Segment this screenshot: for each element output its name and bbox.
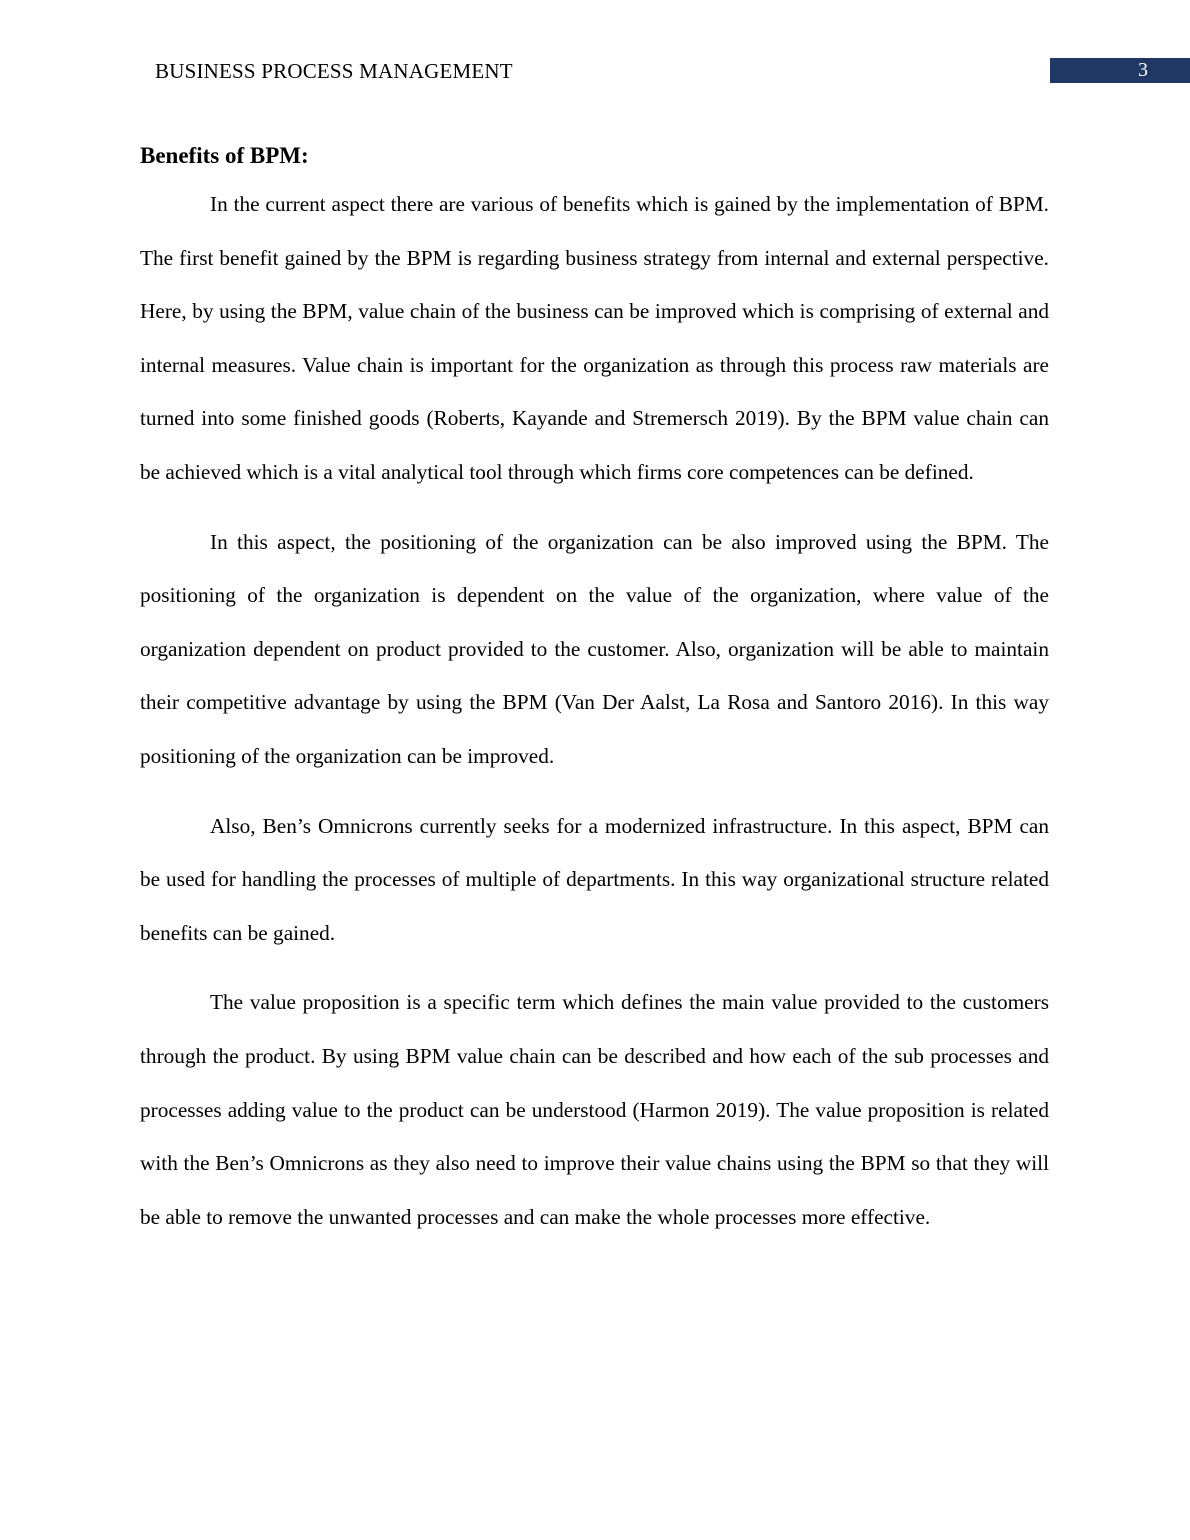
section-heading: Benefits of BPM: [140, 143, 309, 168]
paragraph-4: The value proposition is a specific term which defines the main value provided to the customers through the product. By using BPM value chain can be described and how each of the sub processes and processes adding value to the product can be understood (Harmon 2019). The value proposition is related with the Ben’s Omnicrons as they also need to improve their value chains using the BPM so that they will be able to remove the unwanted processes and can make the whole processes more effective. [140, 990, 1049, 1229]
paragraph-3: Also, Ben’s Omnicrons currently seeks for a modernized infrastructure. In this aspect, BPM can be used for handling the processes of multiple of departments. In this way organizational structure related benefits can be gained. [140, 813, 1049, 945]
running-header-title: BUSINESS PROCESS MANAGEMENT [155, 59, 513, 83]
paragraph-1: In the current aspect there are various of benefits which is gained by the implementation of BPM. The first benefit gained by the BPM is regarding business strategy from internal and external perspective. Here, by using the BPM, value chain of the business can be improved which is comprising of external and internal measures. Value chain is important for the organization as through this process raw materials are turned into some finished goods (Roberts, Kayande and Stremersch 2019). By the BPM value chain can be achieved which is a vital analytical tool through which firms core competences can be defined. [140, 192, 1049, 484]
document-body [140, 138, 1049, 1260]
paragraph-2: In this aspect, the positioning of the organization can be also improved using the BPM. The positioning of the organization is dependent on the value of the organization, where value of the organization dependent on product provided to the customer. Also, organization will be able to maintain their competitive advantage by using the BPM (Van Der Aalst, La Rosa and Santoro 2016). In this way positioning of the organization can be improved. [140, 529, 1049, 768]
page-number: 3 [1050, 58, 1190, 83]
